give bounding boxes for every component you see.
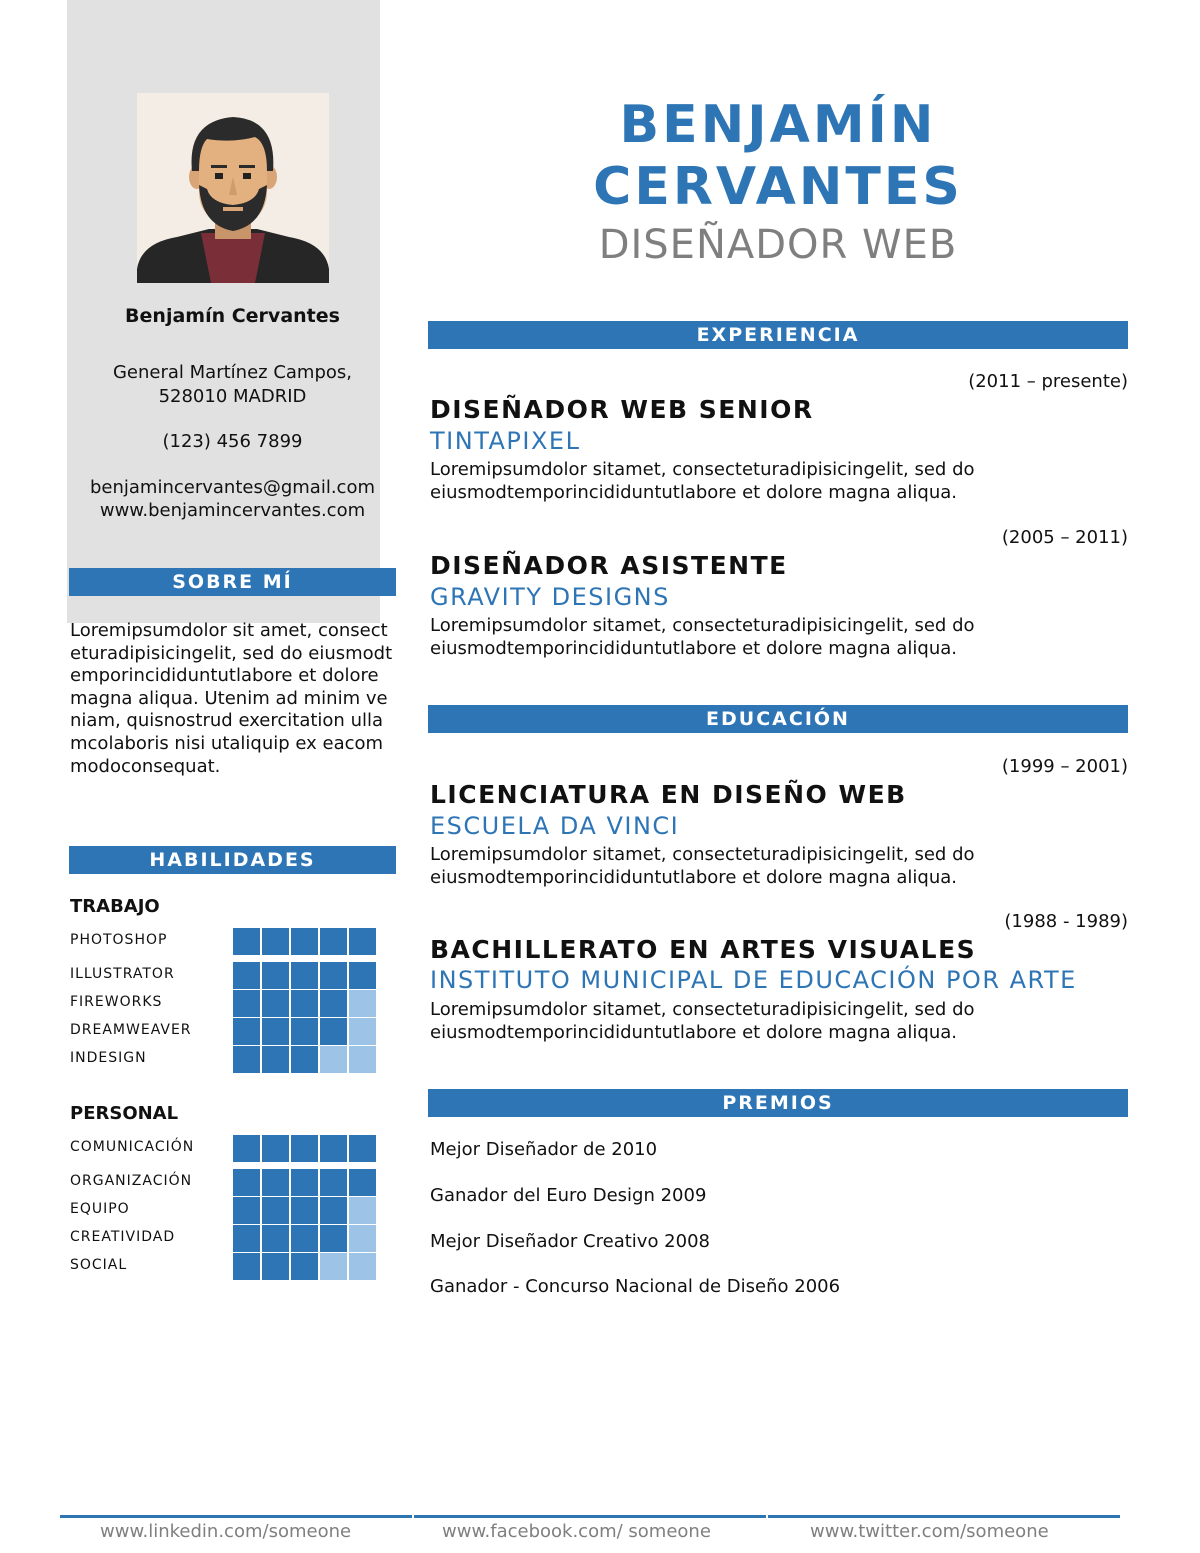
skill-square-empty (349, 990, 376, 1017)
skill-square-filled (320, 1225, 347, 1252)
twitter-link[interactable]: www.twitter.com/someone (810, 1521, 1049, 1542)
skill-rating (233, 1253, 376, 1280)
skill-square-empty (320, 1253, 347, 1280)
header-name-last: CERVANTES (593, 157, 963, 217)
experience-title: DISEÑADOR WEB SENIOR (430, 395, 814, 424)
skill-square-filled (320, 928, 347, 955)
skill-label: ORGANIZACIÓN (70, 1173, 193, 1189)
footer-divider (414, 1515, 766, 1518)
skill-square-filled (291, 1135, 318, 1162)
skill-label: SOCIAL (70, 1257, 128, 1273)
skill-square-filled (349, 962, 376, 989)
skill-square-filled (262, 1018, 289, 1045)
skill-square-filled (291, 962, 318, 989)
skill-square-filled (262, 928, 289, 955)
skill-square-filled (233, 962, 260, 989)
skill-square-empty (349, 1225, 376, 1252)
skill-square-filled (349, 1135, 376, 1162)
experience-title: DISEÑADOR ASISTENTE (430, 551, 788, 580)
skill-label: COMUNICACIÓN (70, 1139, 195, 1155)
footer-divider (768, 1515, 1120, 1518)
skill-square-filled (291, 1169, 318, 1196)
header-name-first: BENJAMÍN (619, 95, 937, 155)
experience-date: (2005 – 2011) (1001, 527, 1128, 548)
skill-group-title: TRABAJO (70, 896, 160, 917)
education-date: (1999 – 2001) (1001, 756, 1128, 777)
skill-square-filled (291, 1018, 318, 1045)
experience-description: Loremipsumdolor sitamet, consecteturadipisicingelit, sed do eiusmodtemporincididuntutlabore et dolore magna aliqua. (430, 615, 975, 659)
education-school: INSTITUTO MUNICIPAL DE EDUCACIÓN POR ARTE (430, 966, 1077, 994)
skill-square-filled (262, 1046, 289, 1073)
skill-square-filled (291, 1225, 318, 1252)
skill-square-filled (262, 1225, 289, 1252)
skill-rating (233, 1225, 376, 1252)
phone-number: (123) 456 7899 (162, 431, 303, 452)
skill-group-title: PERSONAL (70, 1103, 179, 1124)
sidebar-name: Benjamín Cervantes (125, 305, 340, 327)
email-link[interactable]: benjamincervantes@gmail.com (89, 477, 375, 498)
skill-square-filled (320, 962, 347, 989)
skill-square-filled (320, 1197, 347, 1224)
education-section-header: EDUCACIÓN (428, 705, 1128, 733)
skill-square-filled (233, 1225, 260, 1252)
skill-label: FIREWORKS (70, 994, 163, 1010)
skill-rating (233, 1197, 376, 1224)
skill-square-filled (262, 962, 289, 989)
skill-square-filled (233, 1135, 260, 1162)
experience-date: (2011 – presente) (968, 371, 1128, 392)
skill-square-filled (233, 1046, 260, 1073)
experience-company: TINTAPIXEL (430, 427, 581, 455)
skill-square-filled (291, 928, 318, 955)
skill-square-filled (262, 1197, 289, 1224)
about-text: Loremipsumdolor sit amet, consecteturadipisicingelit, sed do eiusmodtemporincididuntutlabore et dolore magna aliqua. Utenim ad minim veniam, quisnostrud exercitation ullamcolaboris nisi utaliquip ex eacommodoconsequat. (70, 620, 393, 777)
skill-square-filled (233, 1018, 260, 1045)
skill-rating (233, 1135, 376, 1162)
skill-square-filled (291, 990, 318, 1017)
skill-square-filled (291, 1046, 318, 1073)
skill-square-empty (349, 1253, 376, 1280)
skills-section-header: HABILIDADES (69, 846, 396, 874)
skill-label: EQUIPO (70, 1201, 130, 1217)
about-section-header: SOBRE MÍ (69, 568, 396, 596)
address-line-2: 528010 MADRID (158, 386, 307, 407)
address-line-1: General Martínez Campos, (112, 362, 352, 383)
skill-square-filled (320, 990, 347, 1017)
skill-square-filled (262, 1253, 289, 1280)
skill-square-filled (233, 1169, 260, 1196)
award-item: Ganador - Concurso Nacional de Diseño 2006 (430, 1276, 841, 1297)
skill-square-filled (320, 1169, 347, 1196)
skill-square-filled (233, 1197, 260, 1224)
skill-square-empty (320, 1046, 347, 1073)
education-date: (1988 - 1989) (1004, 911, 1128, 932)
header-role: DISEÑADOR WEB (598, 222, 958, 268)
skill-square-filled (320, 1135, 347, 1162)
education-school: ESCUELA DA VINCI (430, 812, 680, 840)
award-item: Mejor Diseñador de 2010 (430, 1139, 658, 1160)
education-description: Loremipsumdolor sitamet, consecteturadipisicingelit, sed do eiusmodtemporincididuntutlabore et dolore magna aliqua. (430, 844, 975, 888)
skill-rating (233, 962, 376, 989)
skill-square-filled (262, 1169, 289, 1196)
education-title: BACHILLERATO EN ARTES VISUALES (430, 935, 977, 964)
award-item: Mejor Diseñador Creativo 2008 (430, 1231, 710, 1252)
skill-square-empty (349, 1046, 376, 1073)
linkedin-link[interactable]: www.linkedin.com/someone (100, 1521, 352, 1542)
skill-label: DREAMWEAVER (70, 1022, 192, 1038)
website-link[interactable]: www.benjamincervantes.com (99, 500, 366, 521)
skill-rating (233, 1046, 376, 1073)
skill-label: CREATIVIDAD (70, 1229, 176, 1245)
education-title: LICENCIATURA EN DISEÑO WEB (430, 780, 907, 809)
skill-rating (233, 990, 376, 1017)
skill-square-filled (233, 990, 260, 1017)
skill-square-empty (349, 1018, 376, 1045)
footer-divider (60, 1515, 412, 1518)
skill-square-filled (320, 1018, 347, 1045)
skill-label: ILLUSTRATOR (70, 966, 175, 982)
facebook-link[interactable]: www.facebook.com/ someone (442, 1521, 711, 1542)
skill-label: PHOTOSHOP (70, 932, 168, 948)
profile-photo (137, 93, 329, 283)
education-description: Loremipsumdolor sitamet, consecteturadipisicingelit, sed do eiusmodtemporincididuntutlabore et dolore magna aliqua. (430, 999, 975, 1043)
skill-square-filled (291, 1253, 318, 1280)
skill-square-filled (291, 1197, 318, 1224)
experience-company: GRAVITY DESIGNS (430, 583, 670, 611)
skill-rating (233, 1018, 376, 1045)
skill-square-filled (349, 1169, 376, 1196)
experience-description: Loremipsumdolor sitamet, consecteturadipisicingelit, sed do eiusmodtemporincididuntutlabore et dolore magna aliqua. (430, 459, 975, 503)
skill-square-filled (233, 928, 260, 955)
experience-section-header: EXPERIENCIA (428, 321, 1128, 349)
skill-square-filled (233, 1253, 260, 1280)
skill-square-filled (349, 928, 376, 955)
skill-square-empty (349, 1197, 376, 1224)
skill-label: INDESIGN (70, 1050, 147, 1066)
skill-rating (233, 928, 376, 955)
skill-square-filled (262, 1135, 289, 1162)
skill-square-filled (262, 990, 289, 1017)
award-item: Ganador del Euro Design 2009 (430, 1185, 707, 1206)
skill-rating (233, 1169, 376, 1196)
awards-section-header: PREMIOS (428, 1089, 1128, 1117)
avatar-illustration (137, 93, 329, 283)
